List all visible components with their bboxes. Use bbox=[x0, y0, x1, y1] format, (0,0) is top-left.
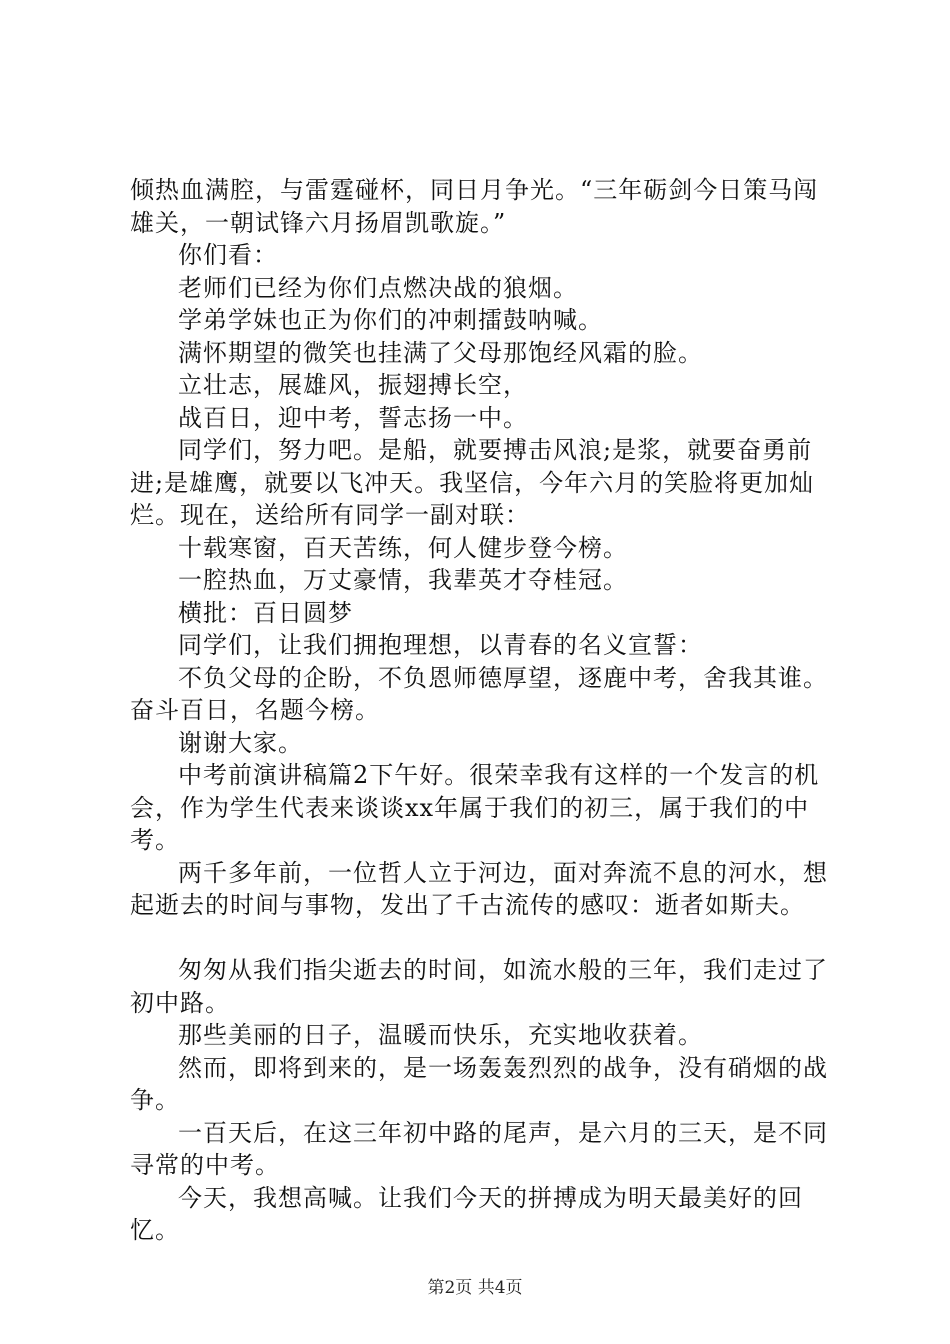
paragraph: 今天，我想高喊。让我们今天的拼搏成为明天最美好的回忆。 bbox=[130, 1183, 803, 1244]
paragraph: 战百日，迎中考，誓志扬一中。 bbox=[178, 403, 528, 432]
paragraph: 学弟学妹也正为你们的冲刺擂鼓呐喊。 bbox=[178, 306, 603, 334]
paragraph: 老师们已经为你们点燃决战的狼烟。 bbox=[178, 273, 578, 302]
paragraph: 两千多年前，一位哲人立于河边，面对奔流不息的河水，想起逝去的时间与事物，发出了千古流传的感叹：逝者如斯夫。 bbox=[130, 858, 828, 919]
paragraph: 一腔热血，万丈豪情，我辈英才夺桂冠。 bbox=[178, 566, 628, 594]
paragraph: 不负父母的企盼，不负恩师德厚望，逐鹿中考，舍我其谁。奋斗百日，名题今榜。 bbox=[130, 663, 828, 724]
paragraph: 倾热血满腔，与雷霆碰杯，同日月争光。“三年砺剑今日策马闯雄关，一朝试锋六月扬眉凯歌旋。” bbox=[130, 176, 819, 237]
paragraph: 同学们，让我们拥抱理想，以青春的名义宣誓： bbox=[178, 631, 703, 659]
blank-line bbox=[130, 922, 840, 955]
paragraph: 横批：百日圆梦 bbox=[178, 598, 353, 627]
paragraph: 谢谢大家。 bbox=[178, 728, 303, 757]
body-text bbox=[130, 174, 840, 1247]
paragraph: 匆匆从我们指尖逝去的时间，如流水般的三年，我们走过了初中路。 bbox=[130, 956, 828, 1017]
paragraph: 同学们，努力吧。是船，就要搏击风浪;是浆，就要奋勇前进;是雄鹰，就要以飞冲天。我坚信，今年六月的笑脸将更加灿烂。现在，送给所有同学一副对联： bbox=[130, 436, 815, 529]
paragraph: 那些美丽的日子，温暖而快乐，充实地收获着。 bbox=[178, 1021, 703, 1049]
paragraph: 立壮志，展雄风，振翅搏长空， bbox=[178, 371, 528, 399]
paragraph: 你们看： bbox=[178, 241, 278, 269]
page-footer: 第2页 共4页 bbox=[427, 1278, 523, 1298]
paragraph: 一百天后，在这三年初中路的尾声，是六月的三天，是不同寻常的中考。 bbox=[130, 1118, 828, 1179]
paragraph: 然而，即将到来的，是一场轰轰烈烈的战争，没有硝烟的战争。 bbox=[130, 1053, 828, 1114]
paragraph: 满怀期望的微笑也挂满了父母那饱经风霜的脸。 bbox=[178, 338, 703, 367]
paragraph: 中考前演讲稿篇2下午好。很荣幸我有这样的一个发言的机会，作为学生代表来谈谈xx年属于我们的初三，属于我们的中考。 bbox=[130, 761, 820, 854]
paragraph: 十载寒窗，百天苦练，何人健步登今榜。 bbox=[178, 533, 628, 562]
